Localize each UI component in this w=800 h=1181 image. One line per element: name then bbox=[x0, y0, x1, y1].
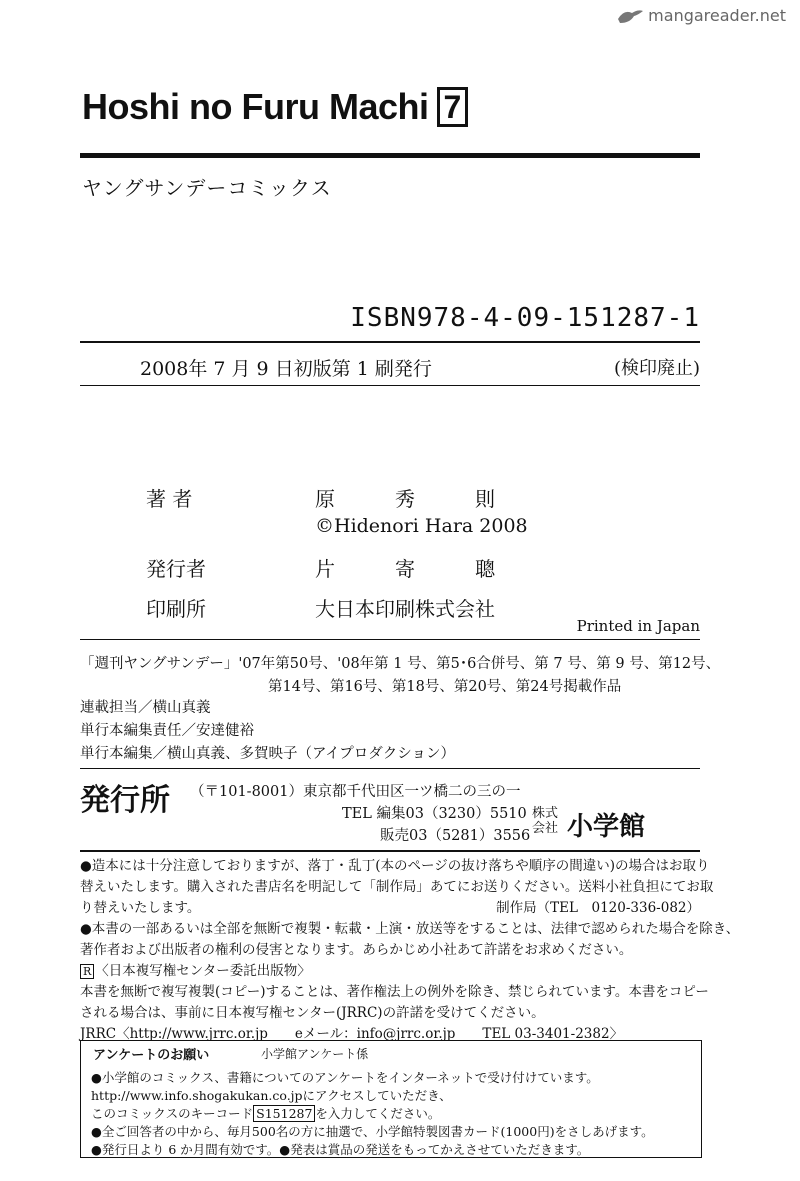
credit-printer-role: 印刷所 bbox=[146, 597, 206, 621]
kabushiki-kaisha bbox=[532, 806, 558, 836]
survey-dept: 小学館アンケート係 bbox=[261, 1047, 369, 1061]
notice-1-line-2: 替えいたします。購入された書店名を明記して「制作局」あてにお送りください。送料小社負担にてお取 bbox=[80, 879, 714, 895]
watermark bbox=[616, 6, 786, 25]
title-text: Hoshi no Furu Machi bbox=[82, 86, 429, 127]
address-text: 〒101-8001）東京都千代田区一ツ橋二の三の一 bbox=[204, 784, 521, 800]
survey-box bbox=[80, 1040, 702, 1158]
jrrc-entrusted-text: 〈日本複写権センター委託出版物〉 bbox=[95, 963, 311, 979]
volume-number: 7 bbox=[437, 87, 468, 127]
kabushiki-bottom: 会社 bbox=[532, 821, 559, 836]
survey-line-5: ●発行日より 6 か月間有効です。●発表は賞品の発送をもってかえさせていただきます。 bbox=[91, 1142, 590, 1157]
notice-2-line-2: 著作者および出版者の権利の侵害となります。あらかじめ小社あて許諾をお求めください。 bbox=[80, 942, 633, 958]
notice-3-line-2: される場合は、事前に日本複写権センター(JRRC)の許諾を受けてください。 bbox=[80, 1005, 545, 1021]
isbn: ISBN978-4-09-151287-1 bbox=[350, 303, 700, 333]
survey-line-1: ●小学館のコミックス、書籍についてのアンケートをインターネットで受け付けています。 bbox=[91, 1070, 599, 1085]
printed-in: Printed in Japan bbox=[576, 617, 700, 635]
jrrc-contact-text: JRRC〈http://www.jrrc.or.jp eメール：info@jrrc.or.jp TEL 03-3401-2382〉 bbox=[80, 1026, 624, 1042]
production-tel: 制作局（TEL 0120-336-082） bbox=[496, 900, 700, 916]
survey-line-2: http://www.info.shogakukan.co.jpにアクセスしていただき、 bbox=[91, 1088, 452, 1103]
credits-rule bbox=[80, 639, 700, 640]
credit-publisher-role: 発行者 bbox=[146, 557, 206, 581]
seal-abolished: (検印廃止) bbox=[613, 358, 700, 379]
notice-3-line-1: 本書を無断で複写複製(コピー)することは、著作権法上の例外を除き、禁じられています。本書をコピー bbox=[80, 984, 709, 1000]
publisher-address: （〒101-8001）東京都千代田区一ツ橋二の三の一 bbox=[190, 784, 521, 800]
publisher-rule bbox=[80, 850, 700, 852]
tel-editorial: TEL 編集03（3230）5510 bbox=[342, 806, 527, 822]
survey-line-4: ●全ご回答者の中から、毎月500名の方に抽選で、小学館特製図書カード(1000円)をさしあげます。 bbox=[91, 1124, 654, 1139]
serialization-line-1: 「週刊ヤングサンデー」'07年第50号、'08年第 1 号、第5･6合併号、第 7 号、第 9 号、第12号、 bbox=[80, 656, 721, 672]
credit-printer-name: 大日本印刷株式会社 bbox=[315, 597, 495, 621]
survey-line-3 bbox=[91, 1104, 440, 1122]
survey-keycode: S151287 bbox=[253, 1105, 315, 1122]
watermark-text: mangareader.net bbox=[648, 6, 786, 25]
jrrc-contact bbox=[80, 1014, 624, 1042]
notice-1-line-3: り替えいたします。 bbox=[80, 900, 201, 916]
survey-heading: アンケートのお願い bbox=[93, 1048, 210, 1063]
credit-copyright: ©Hidenori Hara 2008 bbox=[315, 515, 528, 537]
edition-rule bbox=[80, 385, 700, 386]
serialization-line-2: 第14号、第16号、第18号、第20号、第24号掲載作品 bbox=[268, 679, 622, 695]
isbn-rule bbox=[80, 341, 700, 343]
staff-line-1: 連載担当／横山真義 bbox=[80, 700, 211, 716]
jrrc-r-mark: R bbox=[80, 964, 94, 979]
staff-rule bbox=[80, 768, 700, 769]
staff-line-3: 単行本編集／横山真義、多賀映子（アイプロダクション） bbox=[80, 746, 455, 762]
survey-line-3-pre: このコミックスのキーコード bbox=[91, 1106, 254, 1121]
notice-2-line-1: ●本書の一部あるいは全部を無断で複製・転載・上演・放送等をすることは、法律で認められた場合を除き、 bbox=[80, 921, 740, 937]
title-rule bbox=[80, 153, 700, 158]
kabushiki-top: 株式 bbox=[532, 806, 559, 821]
publisher-heading: 発行所 bbox=[80, 783, 170, 818]
credit-author-role: 著 者 bbox=[146, 487, 193, 511]
first-edition: 2008年 7 月 9 日初版第 1 刷発行 bbox=[140, 358, 432, 380]
notice-1-line-1: ●造本には十分注意しておりますが、落丁・乱丁(本のページの抜け落ちや順序の間違い)の場合はお取り bbox=[80, 858, 710, 874]
book-title bbox=[82, 86, 468, 128]
label-line: ヤングサンデーコミックス bbox=[82, 178, 332, 200]
credit-publisher-name: 片 寄 聰 bbox=[315, 557, 495, 581]
bird-logo-icon bbox=[616, 7, 644, 25]
jrrc-entrusted bbox=[80, 961, 311, 983]
survey-line-3-post: を入力してください。 bbox=[315, 1106, 441, 1121]
staff-line-2: 単行本編集責任／安達健裕 bbox=[80, 723, 254, 739]
credit-author-name: 原 秀 則 bbox=[315, 487, 495, 511]
publisher-name: 小学館 bbox=[567, 812, 646, 842]
tel-sales: 販売03（5281）3556 bbox=[380, 828, 531, 844]
